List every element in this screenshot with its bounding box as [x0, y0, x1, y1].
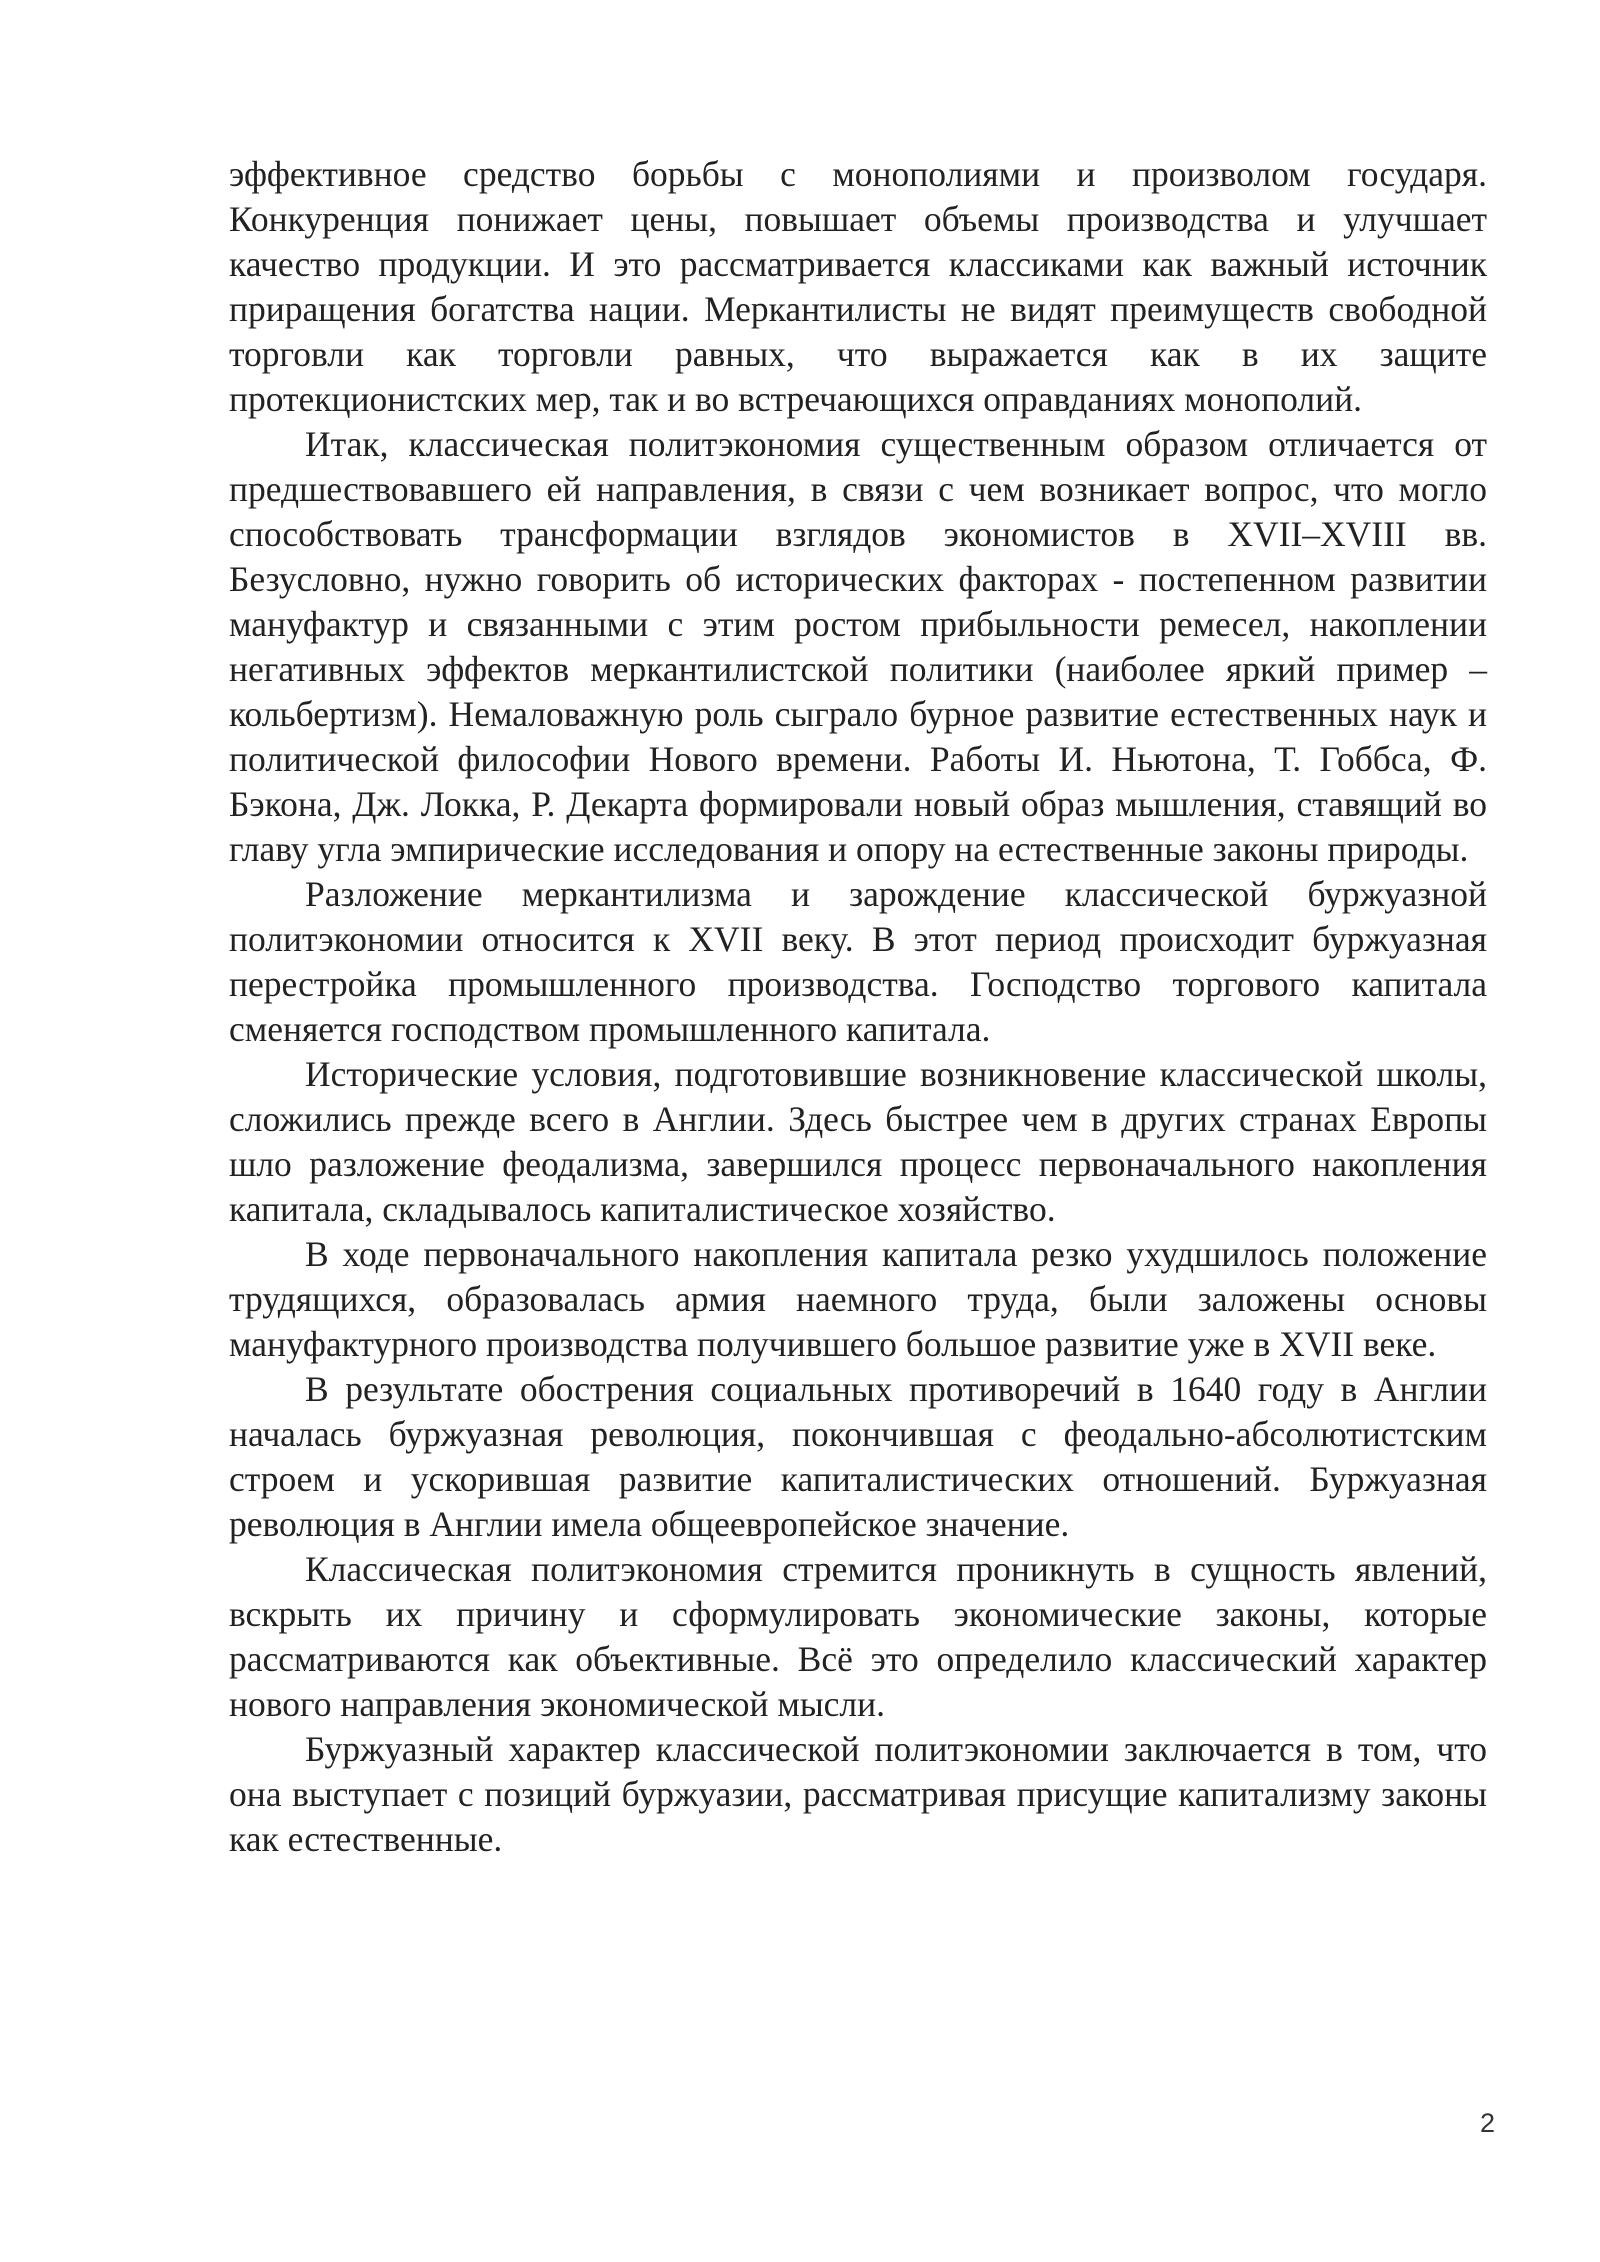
- paragraph-5: В ходе первоначального накопления капитала резко ухудшилось положение трудящихся, образовалась армия наемного труда, были заложены основы мануфактурного производства получившего большое развитие уже в XVII веке.: [229, 1234, 1487, 1364]
- paragraph-1: эффективное средство борьбы с монополиями и произволом государя. Конкуренция понижает цены, повышает объемы производства и улучшает качество продукции. И это рассматривается классиками как важный источник приращения богатства нации. Меркантилисты не видят преимуществ свободной торговли как торговли равных, что выражается как в их защите протекционистских мер, так и во встречающихся оправданиях монополий.: [229, 154, 1487, 419]
- paragraph-2: Итак, классическая политэкономия существенным образом отличается от предшествовавшего ей направления, в связи с чем возникает вопрос, что могло способствовать трансформации взглядов экономистов в XVII–XVIII вв. Безусловно, нужно говорить об исторических факторах - постепенном развитии мануфактур и связанными с этим ростом прибыльности ремесел, накоплении негативных эффектов меркантилистской политики (наиболее яркий пример – кольбертизм). Немаловажную роль сыграло бурное развитие естественных наук и политической философии Нового времени. Работы И. Ньютона, Т. Гоббса, Ф. Бэкона, Дж. Локка, Р. Декарта формировали новый образ мышления, ставящий во главу угла эмпирические исследования и опору на естественные законы природы.: [229, 424, 1487, 869]
- paragraph-8: Буржуазный характер классической политэкономии заключается в том, что она выступает с позиций буржуазии, рассматривая присущие капитализму законы как естественные.: [229, 1729, 1487, 1859]
- page-number: 2: [1479, 2108, 1495, 2138]
- paragraph-3: Разложение меркантилизма и зарождение классической буржуазной политэкономии относится к XVII веку. В этот период происходит буржуазная перестройка промышленного производства. Господство торгового капитала сменяется господством промышленного капитала.: [229, 874, 1487, 1049]
- paragraph-7: Классическая политэкономия стремится проникнуть в сущность явлений, вскрыть их причину и сформулировать экономические законы, которые рассматриваются как объективные. Всё это определило классический характер нового направления экономической мысли.: [229, 1549, 1487, 1724]
- paragraph-4: Исторические условия, подготовившие возникновение классической школы, сложились прежде всего в Англии. Здесь быстрее чем в других странах Европы шло разложение феодализма, завершился процесс первоначального накопления капитала, складывалось капиталистическое хозяйство.: [229, 1054, 1487, 1229]
- document-body: [229, 152, 1487, 1862]
- paragraph-6: В результате обострения социальных противоречий в 1640 году в Англии началась буржуазная революция, покончившая с феодально-абсолютистским строем и ускорившая развитие капиталистических отношений. Буржуазная революция в Англии имела общеевропейское значение.: [229, 1369, 1487, 1544]
